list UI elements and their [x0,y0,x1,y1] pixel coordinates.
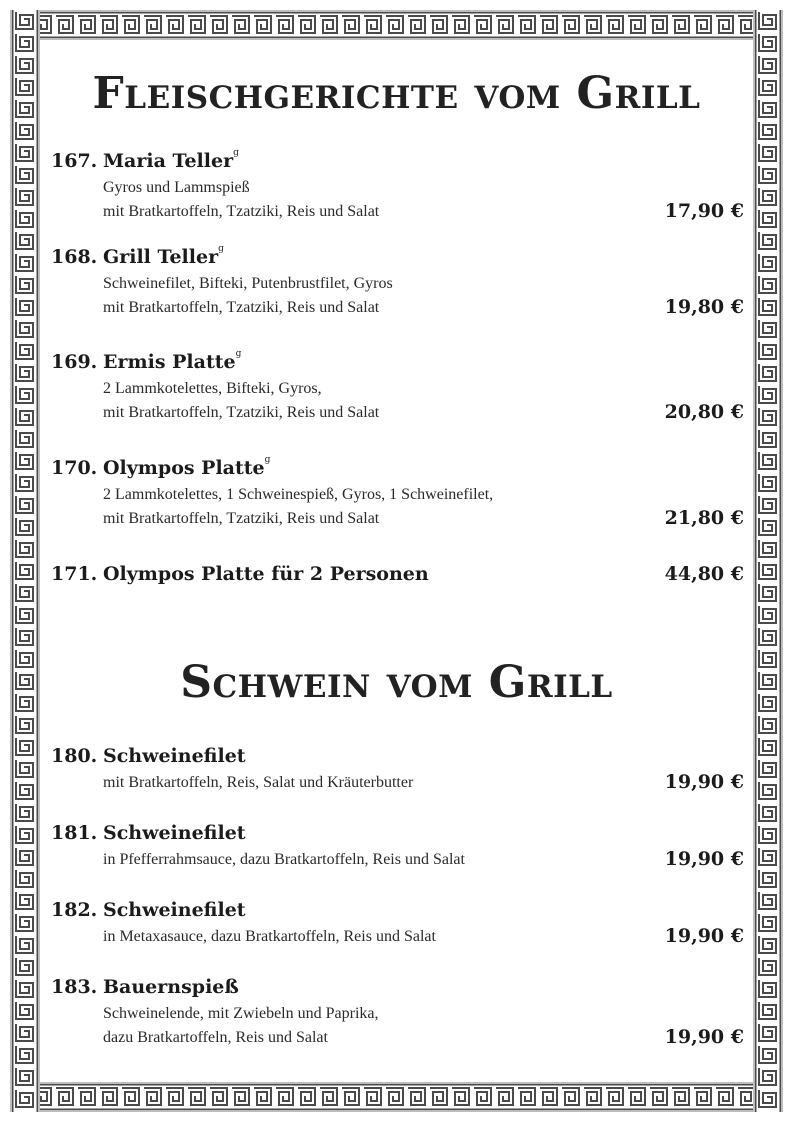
item-price: 19,80 € [664,296,744,318]
item-number: 169. [51,351,98,373]
item-name: Schweinefilet [103,899,246,921]
item-description: Schweinefilet, Bifteki, Putenbrustfilet, Gyros mit Bratkartoffeln, Tzatziki, Reis und Salat [103,275,393,316]
item-price: 21,80 € [664,507,744,529]
item-name: Schweinefilet [103,745,246,767]
item-number: 170. [51,457,98,479]
item-number: 183. [51,976,98,998]
item-price: 19,90 € [664,848,744,870]
item-price: 17,90 € [664,200,744,222]
item-price: 19,90 € [664,925,744,947]
item-number: 181. [51,822,98,844]
item-name: Olympos Platte$^g$ [103,455,271,479]
item-description: Gyros und Lammspieß mit Bratkartoffeln, Tzatziki, Reis und Salat [103,179,380,220]
item-number: 168. [51,246,98,268]
allergen-mark: g [233,148,239,158]
item-price: 20,80 € [664,401,744,423]
item-description: 2 Lammkotelettes, 1 Schweinespieß, Gyros, 1 Schweinefilet, mit Bratkartoffeln, Tzatziki, Reis und Salat [103,486,494,527]
item-number: 171. [51,563,98,585]
item-name: Grill Teller$^g$ [103,244,224,268]
item-price: 19,90 € [664,771,744,793]
item-description: in Pfefferrahmsauce, dazu Bratkartoffeln, Reis und Salat [103,851,465,868]
item-description: mit Bratkartoffeln, Reis, Salat und Kräuterbutter [103,774,414,791]
item-number: 167. [51,150,98,172]
item-price: 44,80 € [664,563,744,585]
item-name: Maria Teller$^g$ [103,148,239,172]
item-name: Bauernspieß [103,976,239,998]
item-number: 182. [51,899,98,921]
item-price: 19,90 € [664,1026,744,1048]
border-bottom [10,1082,783,1112]
border-top [10,10,783,40]
section-title: Fleischgerichte vom Grill [92,68,701,119]
border-right [753,10,783,1112]
allergen-mark: g [235,349,242,359]
item-name: Olympos Platte für 2 Personen [103,563,429,585]
item-description: 2 Lammkotelettes, Bifteki, Gyros, mit Bratkartoffeln, Tzatziki, Reis und Salat [103,380,380,421]
allergen-mark: g [264,455,271,465]
section-title: Schwein vom Grill [180,657,613,708]
allergen-mark: g [218,244,224,254]
border-left [10,10,40,1112]
item-name: Ermis Platte$^g$ [103,349,242,373]
item-number: 180. [51,745,98,767]
item-name: Schweinefilet [103,822,246,844]
item-description: Schweinelende, mit Zwiebeln und Paprika, dazu Bratkartoffeln, Reis und Salat [103,1005,379,1046]
item-description: in Metaxasauce, dazu Bratkartoffeln, Reis und Salat [103,928,436,945]
